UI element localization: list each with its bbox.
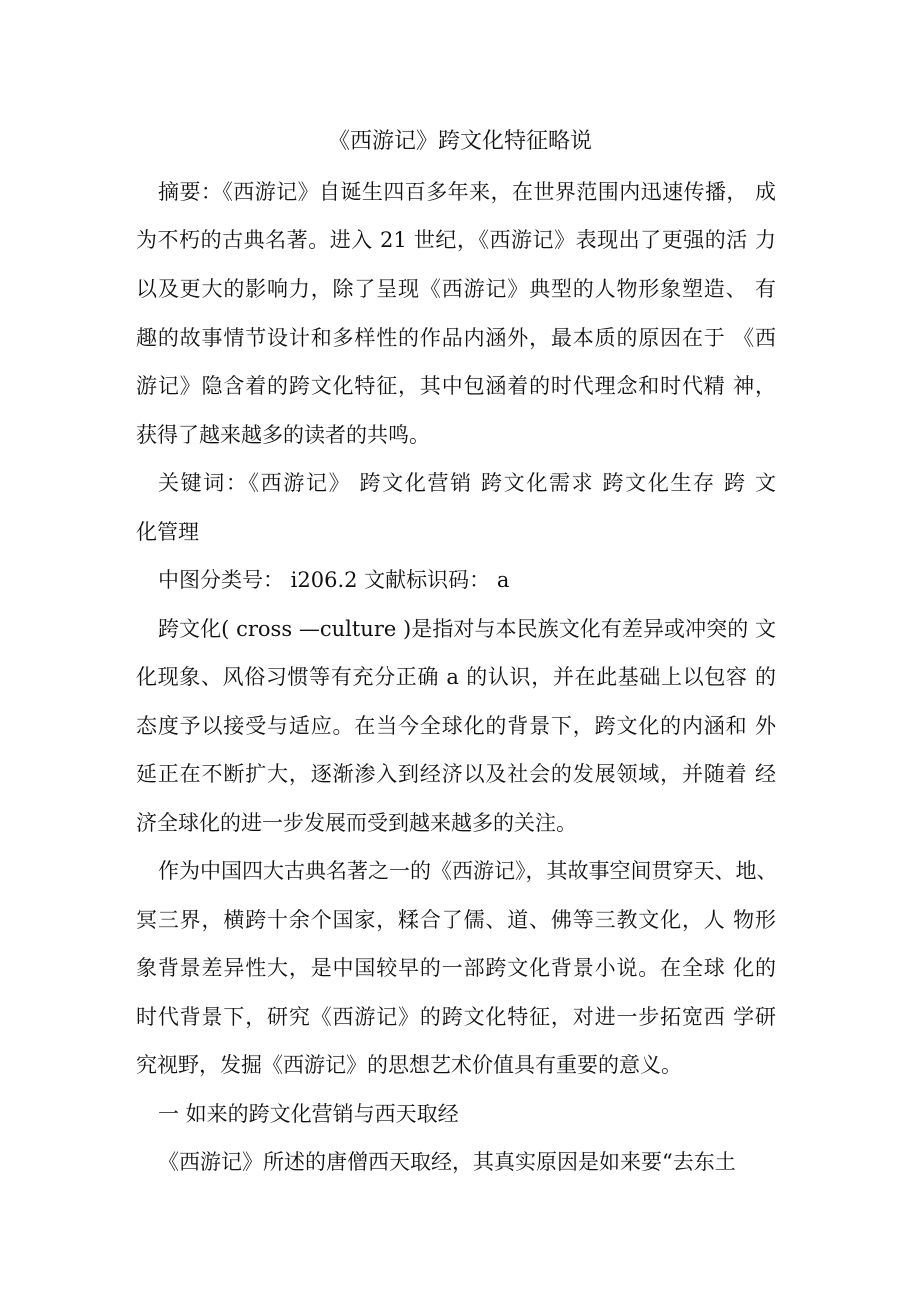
paragraph-line: 作为中国四大古典名著之一的《西游记》，其故事空间贯穿天、地、 [158, 859, 778, 883]
paragraph-line: 态度予以接受与适应。在当今全球化的背景下，跨文化的内涵和 外 [136, 714, 776, 738]
paragraph-line: 《西游记》所述的唐僧西天取经，其真实原因是如来要“去东土 [158, 1150, 736, 1174]
paragraph-line: 时代背景下，研究《西游记》的跨文化特征，对进一步拓宽西 学研 [136, 1005, 776, 1029]
paragraph-line: 究视野，发掘《西游记》的思想艺术价值具有重要的意义。 [136, 1053, 682, 1077]
paragraph-line: 延正在不断扩大，逐渐渗入到经济以及社会的发展领域，并随着 经 [136, 762, 776, 786]
abstract-line: 以及更大的影响力，除了呈现《西游记》典型的人物形象塑造、 有 [136, 277, 776, 301]
paragraph-line: 跨文化( cross —culture )是指对与本民族文化有差异或冲突的 文 [158, 617, 776, 641]
abstract-line: 摘要：《西游记》自诞生四百多年来，在世界范围内迅速传播， 成 [158, 180, 776, 204]
paragraph-line: 化现象、风俗习惯等有充分正确 a 的认识，并在此基础上以包容 的 [136, 665, 776, 689]
section-heading: 一 如来的跨文化营销与西天取经 [158, 1102, 459, 1126]
keywords-line: 关键词：《西游记》 跨文化营销 跨文化需求 跨文化生存 跨 文 [158, 471, 776, 495]
paragraph-line: 济全球化的进一步发展而受到越来越多的关注。 [136, 811, 577, 835]
abstract-line: 趣的故事情节设计和多样性的作品内涵外，最本质的原因在于 《西 [136, 326, 776, 350]
document-title: 《西游记》跨文化特征略说 [327, 129, 592, 154]
keywords-line: 化管理 [136, 520, 199, 544]
abstract-line: 为不朽的古典名著。进入 21 世纪，《西游记》表现出了更强的活 力 [136, 228, 776, 252]
paragraph-line: 冥三界，横跨十余个国家，糅合了儒、道、佛等三教文化，人 物形 [136, 908, 776, 932]
paragraph-line: 象背景差异性大，是中国较早的一部跨文化背景小说。在全球 化的 [136, 956, 776, 980]
abstract-line: 获得了越来越多的读者的共鸣。 [136, 423, 430, 447]
abstract-line: 游记》隐含着的跨文化特征，其中包涵着的时代理念和时代精 神， [136, 374, 776, 398]
classification-line: 中图分类号： i206.2 文献标识码： a [158, 568, 510, 592]
